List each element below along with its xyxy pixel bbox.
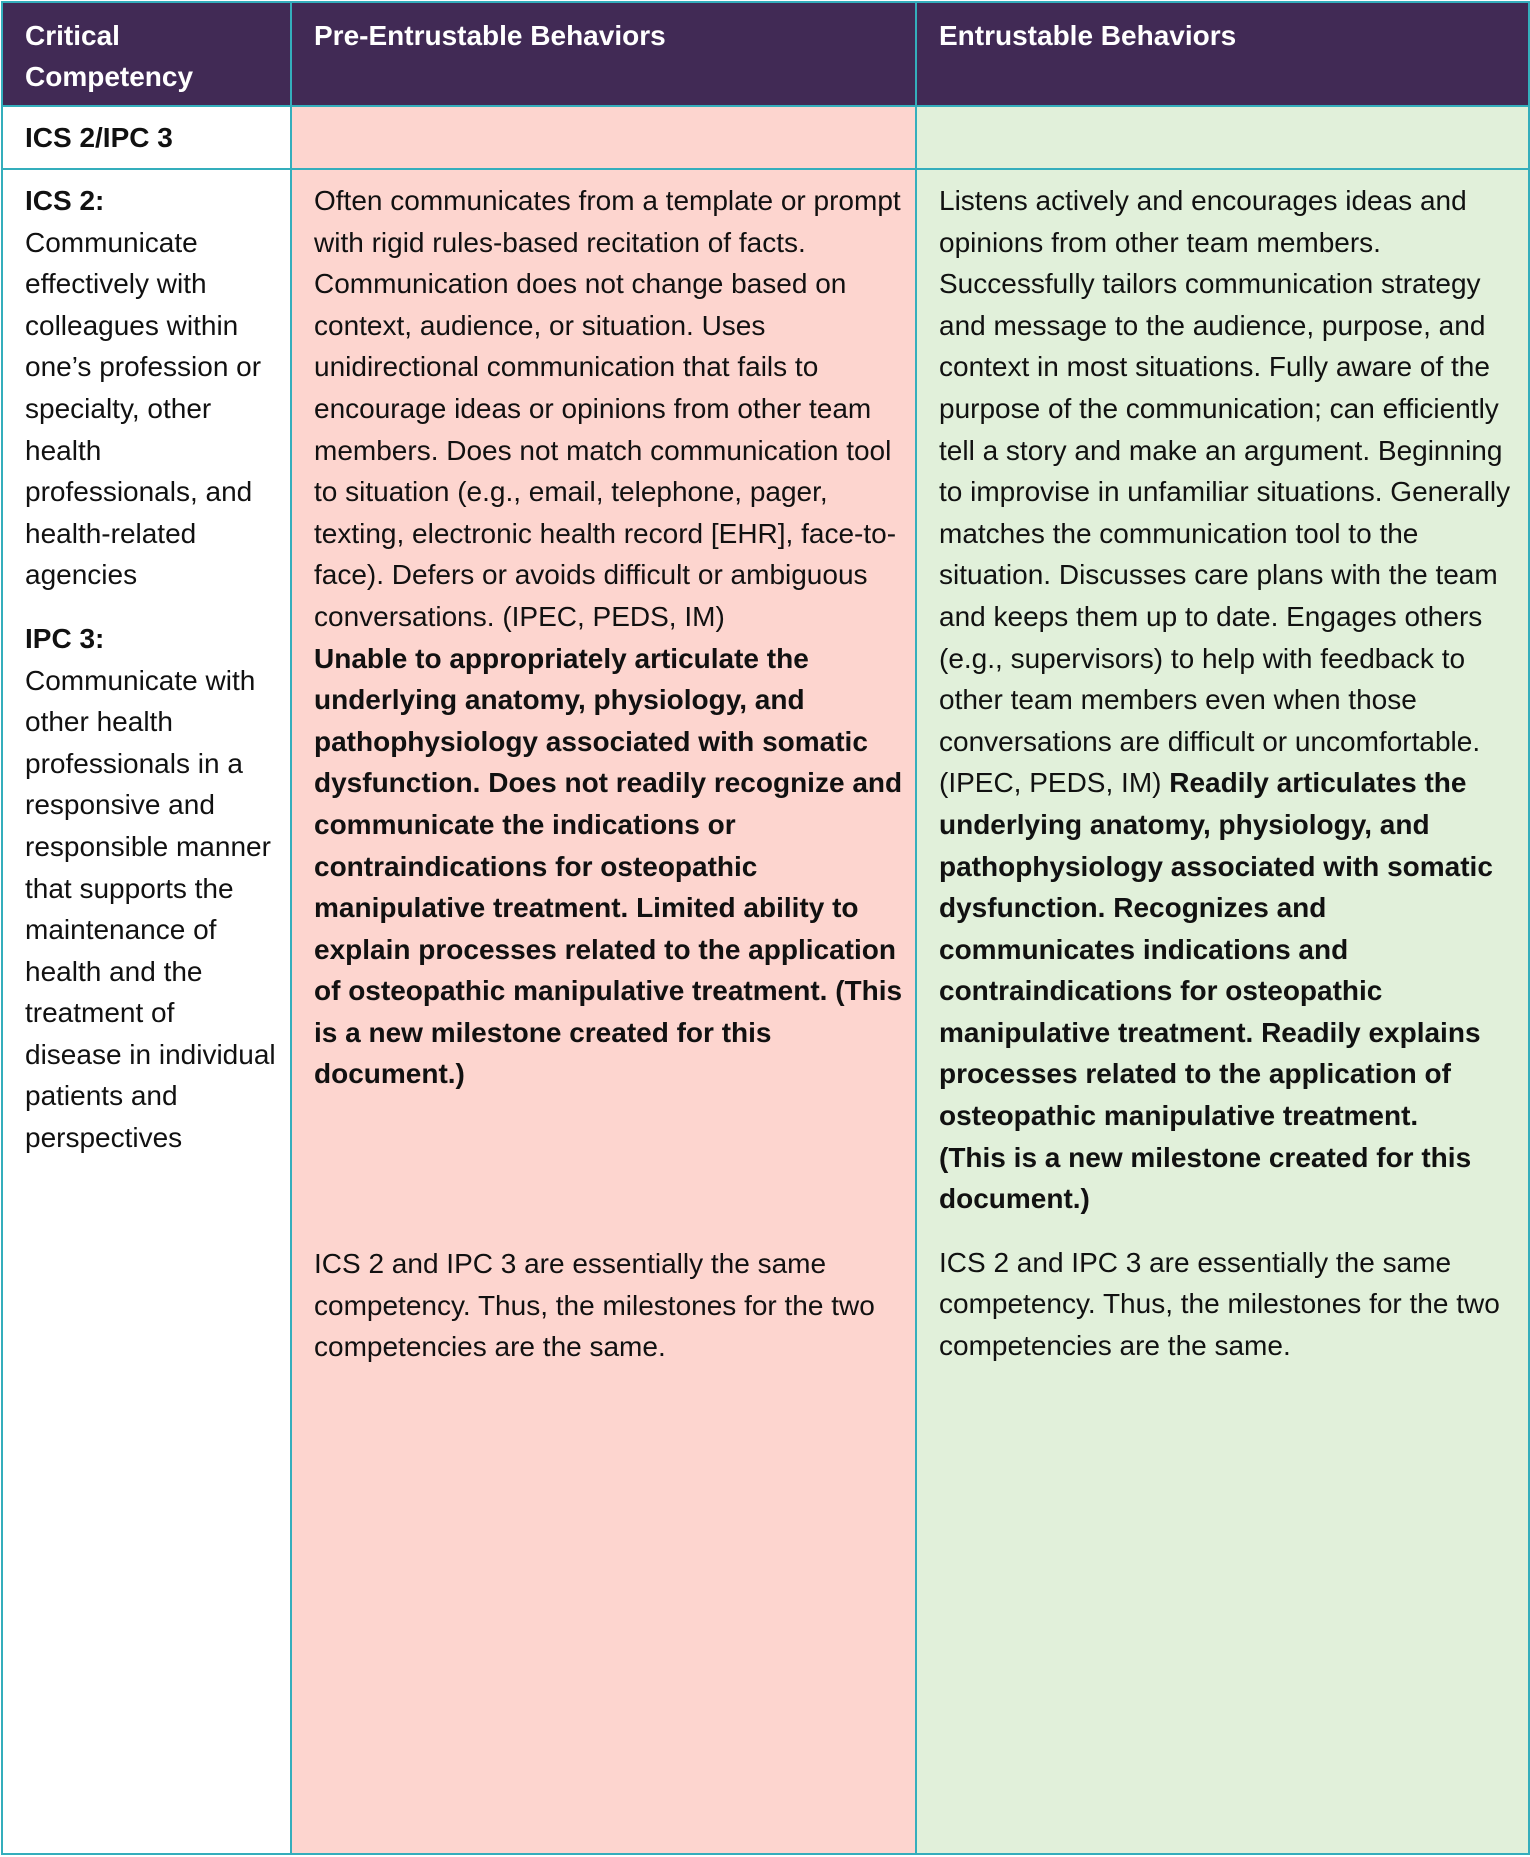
section-label: ICS 2/IPC 3 bbox=[2, 106, 291, 169]
ipc3-ent-text: ICS 2 and IPC 3 are essentially the same competency. Thus, the milestones for the two competencies are the same. bbox=[939, 1246, 1500, 1362]
ics2-pre-entrustable-cell bbox=[291, 169, 916, 1854]
ics2-row bbox=[2, 169, 1529, 1854]
header-pre-entrustable: Pre-Entrustable Behaviors bbox=[291, 2, 916, 106]
competency-table bbox=[1, 1, 1530, 1855]
section-label-row bbox=[2, 106, 1529, 169]
ics2-ent-text-wrap bbox=[939, 180, 1516, 1137]
ics2-competency-cell bbox=[2, 169, 291, 1854]
ipc3-code: IPC 3: bbox=[25, 622, 105, 654]
ipc3-description: Communicate with other health professionals in a responsive and responsible manner that supports the maintenance of health and the treatment of disease in individual patients and perspectives bbox=[25, 664, 276, 1154]
ics2-pre-bold: Unable to appropriately articulate the underlying anatomy, physiology, and pathophysiology associated with somatic dysfunction. Does not readily recognize and communicate the indications or contraindications for osteopathic manipulative treatment. Limited ability to explain processes related to the application of osteopathic manipulative treatment. (This is a new milestone created for this document.) bbox=[314, 642, 903, 1090]
ipc3-pre-text: ICS 2 and IPC 3 are essentially the same competency. Thus, the milestones for the two competencies are the same. bbox=[314, 1248, 875, 1363]
ics2-pre-text: Often communicates from a template or prompt with rigid rules-based recitation of facts. Communication does not change based on context, audience, or situation. Uses unidirectional communication that fails to encourage ideas or opinions from other team members. Does not match communication tool to situation (e.g., email, telephone, pager, texting, electronic health record [EHR], face-to-face). Defers or avoids difficult or ambiguous conversations. (IPEC, PEDS, IM) bbox=[314, 185, 901, 632]
header-row bbox=[2, 2, 1529, 106]
header-entrustable: Entrustable Behaviors bbox=[916, 2, 1529, 106]
ics2-description: Communicate effectively with colleagues within one’s profession or specialty, other health professionals, and health-related agencies bbox=[25, 226, 262, 591]
ics2-ent-bold-note: (This is a new milestone created for this document.) bbox=[939, 1141, 1472, 1215]
ics2-code: ICS 2: bbox=[25, 185, 105, 216]
section-label-pre-cell bbox=[291, 106, 916, 169]
ics2-ent-bold: Readily articulates the underlying anatomy, physiology, and pathophysiology associated with somatic dysfunction. Recognizes and communicates indications and contraindications for osteopathic manipulative treatment. Readily explains processes related to the application of osteopathic manipulative treatment. bbox=[939, 767, 1493, 1132]
header-critical-competency: Critical Competency bbox=[2, 2, 291, 106]
ics2-entrustable-cell bbox=[916, 169, 1529, 1854]
section-label-ent-cell bbox=[916, 106, 1529, 169]
ics2-ent-text: Listens actively and encourages ideas and opinions from other team members. Successfully tailors communication strategy and message to the audience, purpose, and context in most situations. Fully aware of the purpose of the communication; can efficiently tell a story and make an argument. Beginning to improvise in unfamiliar situations. Generally matches the communication tool to the situation. Discusses care plans with the team and keeps them up to date. Engages others (e.g., supervisors) to help with feedback to other team members even when those conversations are difficult or uncomfortable. (IPEC, PEDS, IM) bbox=[939, 185, 1511, 799]
